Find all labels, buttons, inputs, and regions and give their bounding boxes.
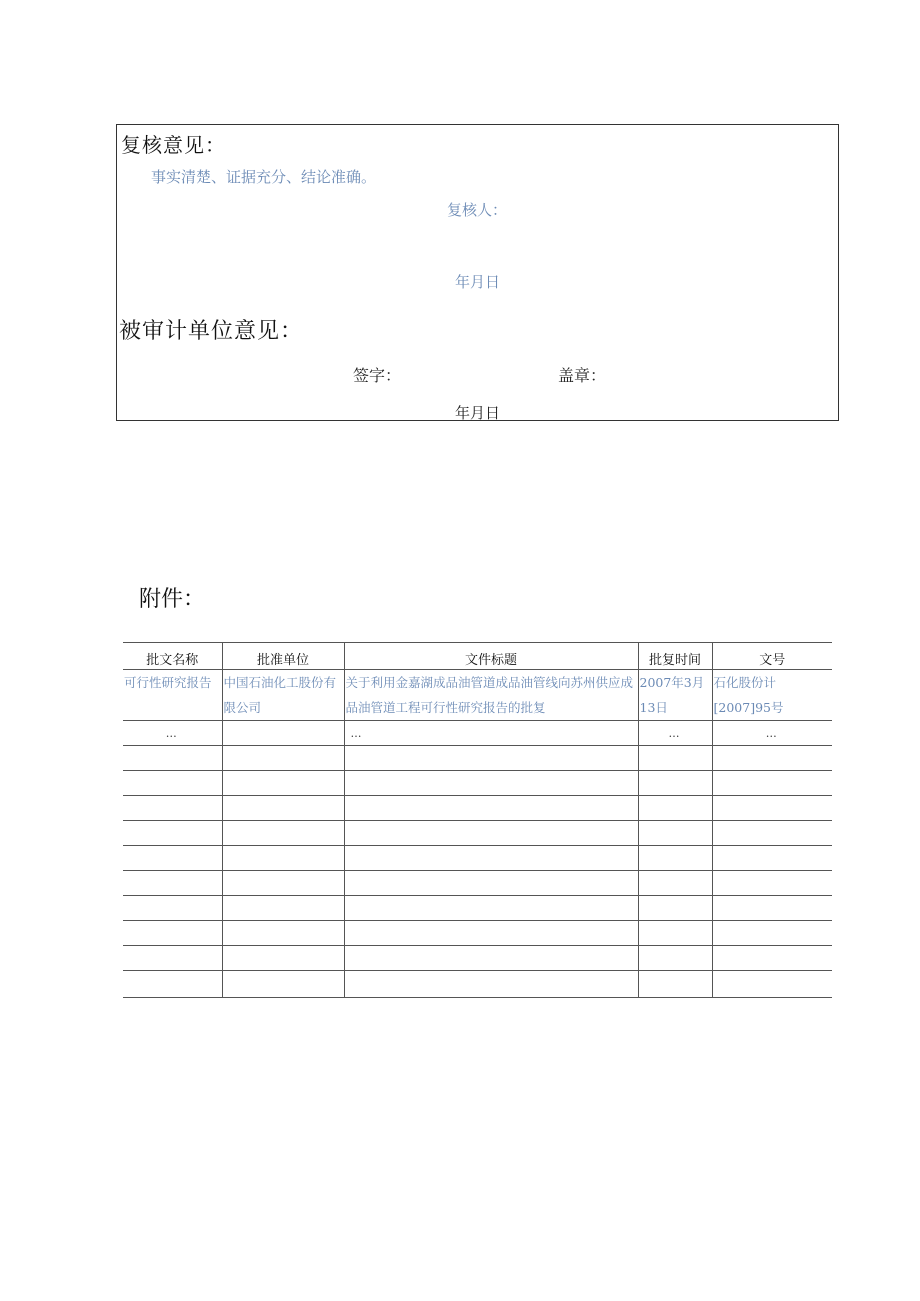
review-comment: 事实清楚、证据充分、结论准确。 [151, 168, 377, 186]
cell-empty [712, 921, 832, 946]
table-row-empty [123, 846, 832, 871]
table-row-ellipsis [123, 721, 832, 746]
cell-empty [222, 971, 344, 998]
cell-empty [123, 896, 222, 921]
reviewer-label: 复核人： [447, 201, 508, 219]
table-row-empty [123, 971, 832, 998]
cell-name: 可行性研究报告 [123, 670, 222, 721]
cell-empty [222, 921, 344, 946]
cell-empty [344, 846, 638, 871]
cell-empty [344, 746, 638, 771]
cell-unit: 中国石油化工股份有限公司 [222, 670, 344, 721]
cell-empty [712, 746, 832, 771]
table-row-empty [123, 896, 832, 921]
cell-empty [123, 746, 222, 771]
table-row-empty [123, 871, 832, 896]
cell-empty [638, 771, 712, 796]
cell-empty [344, 796, 638, 821]
cell-empty [638, 871, 712, 896]
signature-label: 签字： [353, 366, 402, 385]
table-row-empty [123, 746, 832, 771]
cell-empty [222, 821, 344, 846]
cell-date: 2007年3月13日 [638, 670, 712, 721]
column-header-date: 批复时间 [638, 643, 712, 670]
cell-empty [638, 896, 712, 921]
table-row-empty [123, 771, 832, 796]
cell-doc-no: 石化股份计[2007]95号 [712, 670, 832, 721]
cell-title: 关于利用金嘉湖成品油管道成品油管线向苏州供应成品油管道工程可行性研究报告的批复 [344, 670, 638, 721]
cell-empty [638, 971, 712, 998]
cell-empty [638, 946, 712, 971]
cell-empty [222, 796, 344, 821]
table-row-empty [123, 946, 832, 971]
cell-ellipsis: … [638, 721, 712, 746]
review-date: 年月日 [455, 273, 501, 291]
cell-empty [123, 971, 222, 998]
cell-ellipsis: … [123, 721, 222, 746]
cell-empty [712, 871, 832, 896]
review-box [116, 124, 839, 421]
attachment-table [123, 642, 832, 998]
cell-empty [123, 796, 222, 821]
cell-empty [123, 946, 222, 971]
cell-ellipsis: … [712, 721, 832, 746]
cell-empty [638, 796, 712, 821]
column-header-title: 文件标题 [344, 643, 638, 670]
column-header-doc-no: 文号 [712, 643, 832, 670]
cell-ellipsis: … [344, 721, 638, 746]
cell-empty [638, 821, 712, 846]
cell-empty [123, 821, 222, 846]
cell-empty [222, 721, 344, 746]
cell-empty [222, 746, 344, 771]
cell-empty [123, 771, 222, 796]
cell-empty [638, 921, 712, 946]
stamp-label: 盖章： [558, 366, 607, 385]
table-header-row [123, 643, 832, 670]
cell-empty [344, 971, 638, 998]
column-header-name: 批文名称 [123, 643, 222, 670]
cell-empty [712, 821, 832, 846]
cell-empty [123, 846, 222, 871]
column-header-unit: 批准单位 [222, 643, 344, 670]
cell-empty [712, 796, 832, 821]
attachment-label: 附件： [139, 587, 206, 612]
cell-empty [222, 846, 344, 871]
cell-empty [344, 896, 638, 921]
cell-empty [344, 921, 638, 946]
cell-empty [712, 896, 832, 921]
cell-empty [123, 871, 222, 896]
cell-empty [638, 846, 712, 871]
cell-empty [222, 946, 344, 971]
cell-empty [712, 771, 832, 796]
cell-empty [344, 771, 638, 796]
cell-empty [712, 846, 832, 871]
table-row-empty [123, 921, 832, 946]
cell-empty [344, 946, 638, 971]
cell-empty [712, 946, 832, 971]
cell-empty [712, 971, 832, 998]
table-row-empty [123, 821, 832, 846]
auditee-date: 年月日 [455, 404, 501, 422]
table-row-empty [123, 796, 832, 821]
cell-empty [638, 746, 712, 771]
cell-empty [123, 921, 222, 946]
cell-empty [222, 871, 344, 896]
cell-empty [222, 896, 344, 921]
cell-empty [344, 871, 638, 896]
cell-empty [222, 771, 344, 796]
cell-empty [344, 821, 638, 846]
table-row [123, 670, 832, 721]
review-heading: 复核意见： [121, 133, 226, 157]
auditee-heading: 被审计单位意见： [119, 319, 304, 344]
